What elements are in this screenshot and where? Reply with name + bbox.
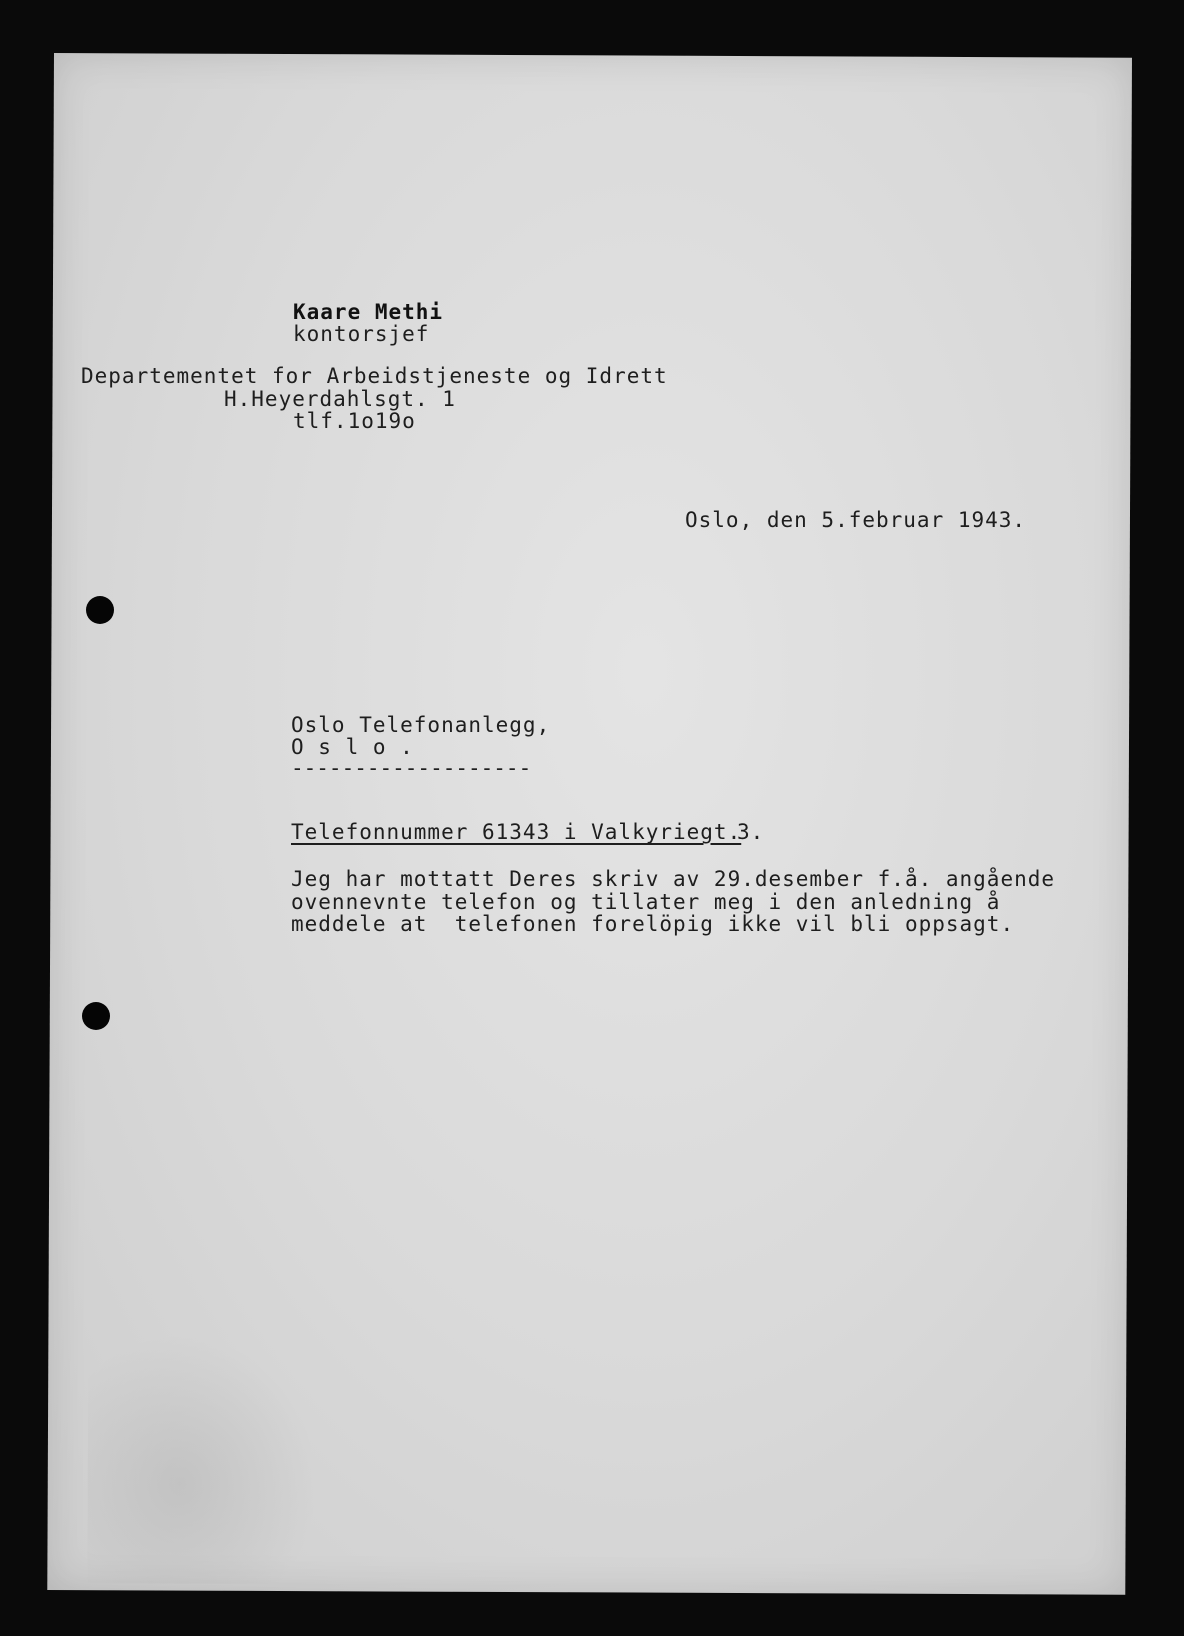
subject-suffix: 3. (737, 820, 765, 844)
letter-date: Oslo, den 5.februar 1943. (685, 508, 1027, 532)
body-line-2: ovennevnte telefon og tillater meg i den anledning å (291, 890, 1001, 914)
sender-phone: tlf.1o19o (293, 409, 416, 433)
body-line-1: Jeg har mottatt Deres skriv av 29.desember f.å. angående (291, 867, 1056, 891)
recipient-city: O s l o . (291, 735, 414, 759)
sender-title: kontorsjef (293, 322, 430, 346)
body-line-3: meddele at telefonen forelöpig ikke vil bli oppsagt. (291, 912, 1015, 936)
paper-stain (87, 1333, 318, 1584)
sender-address: H.Heyerdahlsgt. 1 (224, 387, 456, 411)
recipient-rule: ------------------- (291, 756, 532, 780)
sender-name: Kaare Methi (293, 300, 444, 324)
sender-department: Departementet for Arbeidstjeneste og Idrett (81, 364, 668, 388)
recipient-name: Oslo Telefonanlegg, (291, 713, 551, 737)
subject-line: Telefonnummer 61343 i Valkyriegt. (291, 820, 742, 844)
punch-hole-bottom (82, 1002, 110, 1030)
punch-hole-top (86, 596, 114, 624)
